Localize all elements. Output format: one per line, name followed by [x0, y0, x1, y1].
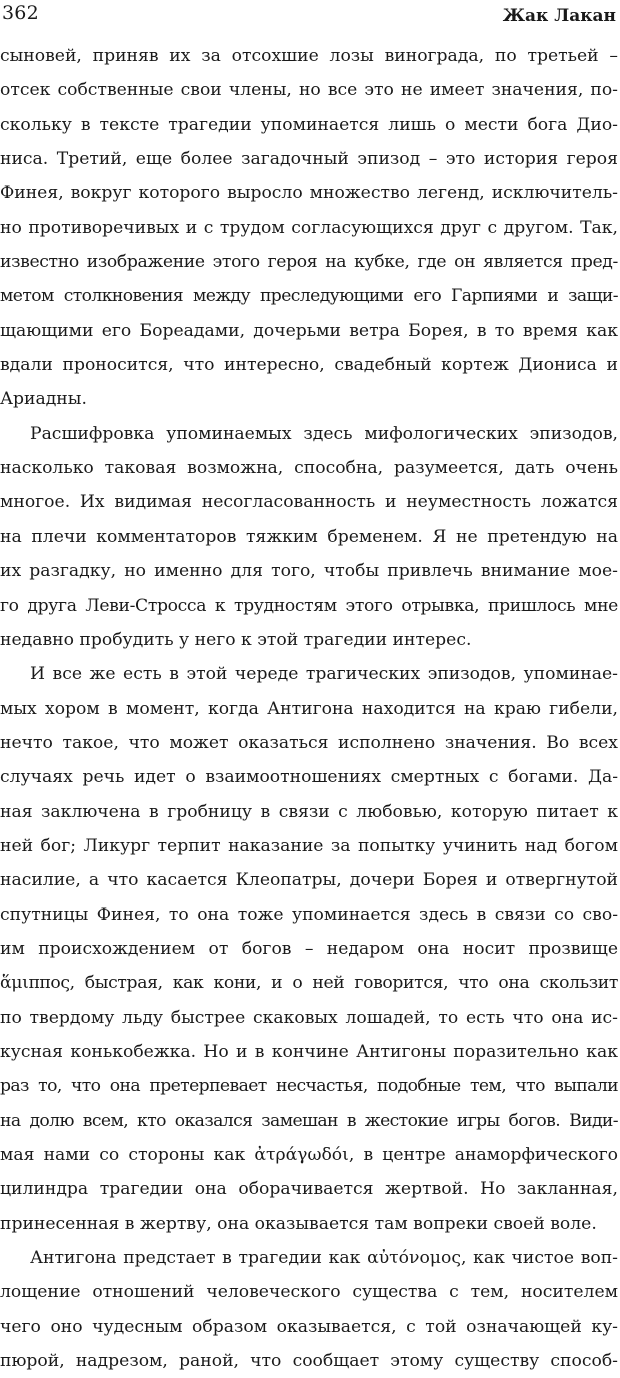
text-line: по твердому льду быстрее скаковых лошадей, то есть что она ис-: [0, 1007, 618, 1028]
text-line: чего оно чудесным образом оказывается, с той означающей ку-: [0, 1316, 618, 1337]
text-line: Финея, вокруг которого выросло множество легенд, исключитель-: [0, 183, 618, 204]
text-line: скольку в тексте трагедии упоминается лишь о мести бога Дио-: [0, 114, 618, 135]
text-line: принесенная в жертву, она оказывается там вопреки своей воле.: [0, 1213, 597, 1234]
text-line: их разгадку, но именно для того, чтобы привлечь внимание мое-: [0, 561, 618, 582]
text-line: многое. Их видимая несогласованность и неуместность ложатся: [0, 492, 618, 513]
text-line: ная заключена в гробницу в связи с любовью, которую питает к: [0, 801, 618, 822]
text-line: на долю всем, кто оказался замешан в жестокие игры богов. Види-: [0, 1110, 618, 1131]
text-line: случаях речь идет о взаимоотношениях смертных с богами. Да-: [0, 767, 618, 788]
text-line: пюрой, надрезом, раной, что сообщает этому существу способ-: [0, 1351, 618, 1372]
text-line: И все же есть в этой череде трагических эпизодов, упоминае-: [30, 664, 618, 685]
running-head: Жак Лакан: [502, 6, 616, 26]
text-line: но противоречивых и с трудом согласующихся друг с другом. Так,: [0, 217, 618, 238]
text-line: насилие, а что касается Клеопатры, дочери Борея и отвергнутой: [0, 870, 618, 891]
text-line: известно изображение этого героя на кубке, где он является пред-: [0, 252, 618, 273]
text-line: Ариадны.: [0, 389, 87, 410]
text-line: го друга Леви-Стросса к трудностям этого отрывка, пришлось мне: [0, 595, 618, 616]
text-line: мых хором в момент, когда Антигона находится на краю гибели,: [0, 698, 618, 719]
text-line: насколько таковая возможна, способна, разумеется, дать очень: [0, 458, 618, 479]
text-line: вдали проносится, что интересно, свадебный кортеж Диониса и: [0, 355, 618, 376]
text-line: на плечи комментаторов тяжким бременем. Я не претендую на: [0, 526, 618, 547]
body-text: [0, 39, 618, 1378]
text-line: нечто такое, что может оказаться исполнено значения. Во всех: [0, 732, 618, 753]
page-number: 362: [2, 2, 39, 24]
text-line: мая нами со стороны как ἀτράγωδόι, в центре анаморфического: [0, 1145, 618, 1165]
text-line: отсек собственные свои члены, но все это не имеет значения, по-: [0, 80, 618, 101]
text-line: недавно пробудить у него к этой трагедии интерес.: [0, 629, 472, 650]
text-line: Расшифровка упоминаемых здесь мифологических эпизодов,: [30, 423, 618, 444]
text-line: ἅμιππος, быстрая, как кони, и о ней говорится, что она скользит: [0, 973, 618, 994]
text-line: цилиндра трагедии она оборачивается жертвой. Но закланная,: [0, 1179, 618, 1200]
text-line: метом столкновения между преследующими его Гарпиями и защи-: [0, 286, 618, 307]
text-line: им происхождением от богов – недаром она носит прозвище: [0, 938, 618, 959]
text-line: Антигона предстает в трагедии как αὐτόνομος, как чистое воп-: [30, 1248, 618, 1269]
text-line: лощение отношений человеческого существа с тем, носителем: [0, 1282, 618, 1303]
text-line: сыновей, приняв их за отсохшие лозы винограда, по третьей –: [0, 46, 618, 66]
page-header: [0, 0, 620, 34]
text-line: щающими его Бореадами, дочерьми ветра Борея, в то время как: [0, 320, 618, 341]
text-line: спутницы Финея, то она тоже упоминается здесь в связи со сво-: [0, 904, 618, 925]
text-line: ней бог; Ликург терпит наказание за попытку учинить над богом: [0, 835, 618, 856]
text-line: раз то, что она претерпевает несчастья, подобные тем, что выпали: [0, 1076, 618, 1097]
text-line: ниса. Третий, еще более загадочный эпизод – это история героя: [0, 149, 618, 170]
text-line: кусная конькобежка. Но и в кончине Антигоны поразительно как: [0, 1041, 618, 1062]
